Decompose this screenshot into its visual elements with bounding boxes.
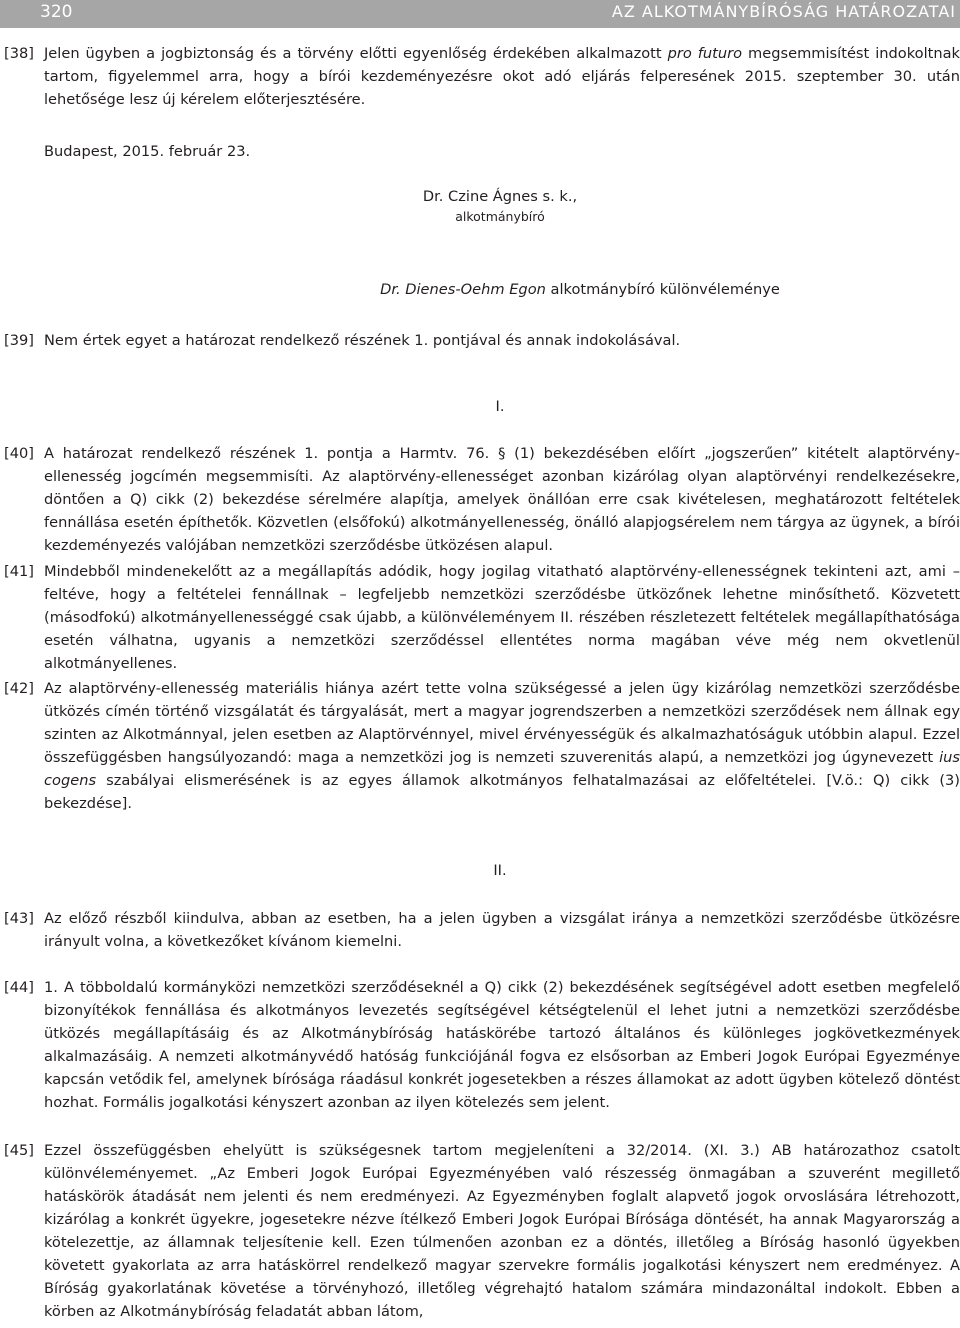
paragraph-number: [41] (4, 563, 34, 580)
paragraph-number: [38] (4, 45, 34, 62)
paragraph-text: Ezzel összefüggésben ehelyütt is szükségesnek tartom megjeleníteni a 32/2014. (XI. 3.) AB határozathoz csatolt különvéleményemet. „Az Emberi Jogok Európai Egyezményében való részesség önmagában a szuverént megillető hatáskörök átadását nem jelenti és nem eredményezi. Az Egyezményben foglalt alapvető jogok orvoslására létrehozott, kizárólag a konkrét ügyekre, jogesetekre nézve ítélkező Emberi Jogok Európai Bírósága döntését, ha annak Magyarország a kötelezettje, az államnak teljesítenie kell. Ezen túlmenően azonban ez a döntés, illetőleg a Bíróság hasonló ügyekben követett gyakorlata az arra hatáskörrel rendelkező magyar szervekre formális jogalkotási kényszert nem eredményez. A Bíróság gyakorlatának követése a törvényhozó, illetőleg végrehajtó hatalom számára mindazonáltal indokolt. Ebben a körben az Alkotmánybíróság feladatát abban látom, (44, 1142, 960, 1320)
paragraph-number: [39] (4, 332, 34, 349)
section-heading-2: II. (493, 862, 507, 879)
paragraph-text: Nem értek egyet a határozat rendelkező részének 1. pontjával és annak indokolásával. (44, 332, 681, 349)
paragraph-41 (4, 560, 960, 676)
paragraph-43 (4, 907, 960, 955)
paragraph-number: [42] (4, 680, 34, 697)
signature-name: Dr. Czine Ágnes s. k., (422, 188, 578, 205)
page-header (0, 0, 960, 28)
signature-role: alkotmánybíró (455, 209, 545, 224)
paragraph-text: 1. A többoldalú kormányközi nemzetközi szerződéseknél a Q) cikk (2) bekezdésének segítségével adott esetben megfelelő bizonyítékok fennállása és alkotmányos levezetés segítségével kétségtelenül el lehet jutni a nemzetközi szerződésbe ütközés megállapításáig és az Alkotmánybíróság hatáskörébe tartozó általános és különleges jogkövetkezmények alkalmazásáig. A nemzeti alkotmányvédő hatóság funkciójánál fogva ez elsősorban az Emberi Jogok Európai Egyezménye kapcsán vetődik fel, amelynek bírósága ráadásul konkrét jogesetekben a részes államokat az adott ügyben kötelező döntést hozhat. Formális jogalkotási kényszert azonban az ilyen kötelezés sem jelent. (44, 979, 960, 1111)
paragraph-44 (4, 976, 960, 1138)
paragraph-text: Az előző részből kiindulva, abban az esetben, ha a jelen ügyben a vizsgálat iránya a nemzetközi szerződésbe ütközésre irányult volna, a következőket kívánom kiemelni. (44, 910, 960, 950)
paragraph-number: [40] (4, 445, 34, 462)
section-heading-1: I. (495, 398, 505, 415)
page-number: 320 (40, 2, 73, 22)
dissent-heading: Dr. Dienes-Oehm Egon alkotmánybíró különvéleménye (380, 281, 780, 298)
paragraph-45 (4, 1139, 960, 1325)
paragraph-text: Az alaptörvény-ellenesség materiális hiánya azért tette volna szükségessé a jelen ügy kizárólag nemzetközi szerződésbe ütközés címén történő vizsgálatát és tárgyalását, mert a magyar jogrendszerben a nemzetközi szerződések nem állnak egy szinten az Alkotmánnyal, jelen esetben az Alaptörvénnyel, mivel érvényességük és alkalmazhatóságuk utóbbin alapul. Ezzel összefüggésben hangsúlyozandó: maga a nemzetközi jog is nemzeti szuverenitás alapú, a nemzetközi jog úgynevezett ius cogens szabályai elismerésének is az egyes államok alkotmányos felhatalmazásai az előfeltételei. [V.ö.: Q) cikk (3) bekezdése]. (44, 680, 960, 812)
italic-term: ius cogens (44, 749, 960, 789)
running-title: AZ ALKOTMÁNYBÍRÓSÁG HATÁROZATAI (611, 2, 956, 21)
italic-term: pro futuro (667, 45, 743, 62)
signature-block (300, 186, 700, 226)
paragraph-number: [44] (4, 979, 34, 996)
paragraph-text: Jelen ügyben a jogbiztonság és a törvény előtti egyenlőség érdekében alkalmazott pro futuro megsemmisítést indokoltnak tartom, figyelemmel arra, hogy a bírói kezdeményezésre okot adó eljárás felperesének 2015. szeptember 30. után lehetősége lesz új kérelem előterjesztésére. (44, 45, 960, 108)
paragraph-number: [45] (4, 1142, 34, 1159)
place-date: Budapest, 2015. február 23. (44, 143, 251, 160)
paragraph-text: Mindebből mindenekelőtt az a megállapítás adódik, hogy jogilag vitatható alaptörvény-ellenességnek tekinteni azt, ami – feltéve, hogy a feltételei fennállnak – legfeljebb nemzetközi szerződésbe ütközőnek lehetne minősíthető. Közvetett (másodfokú) alkotmányellenességgé csak újabb, a különvéleményem II. részében részletezett feltételek megállapíthatósága esetén válhatna, ugyanis a nemzetközi szerződéssel ellentétes norma magában véve még nem okvetlenül alkotmányellenes. (44, 563, 960, 672)
paragraph-number: [43] (4, 910, 34, 927)
dissent-author: Dr. Dienes-Oehm Egon (380, 281, 546, 298)
paragraph-39 (4, 329, 960, 353)
paragraph-42 (4, 677, 960, 817)
paragraph-38 (4, 42, 960, 114)
paragraph-40 (4, 442, 960, 558)
paragraph-text: A határozat rendelkező részének 1. pontja a Harmtv. 76. § (1) bekezdésében előírt „jogszerűen” kitételt alaptörvény-ellenesség jogcímén megsemmisíti. Az alaptörvény-ellenességet azonban kizárólag olyan alaptörvényi rendelkezésekre, döntően a Q) cikk (2) bekezdése sérelmére alapítja, amelyek önállóan erre csak kivételesen, meghatározott feltételek fennállása esetén építhetők. Közvetlen (elsőfokú) alkotmányellenesség, önálló alapjogsérelem nem tárgya az ügynek, a bírói kezdeményezés valójában nemzetközi szerződésbe ütközésen alapul. (44, 445, 960, 554)
